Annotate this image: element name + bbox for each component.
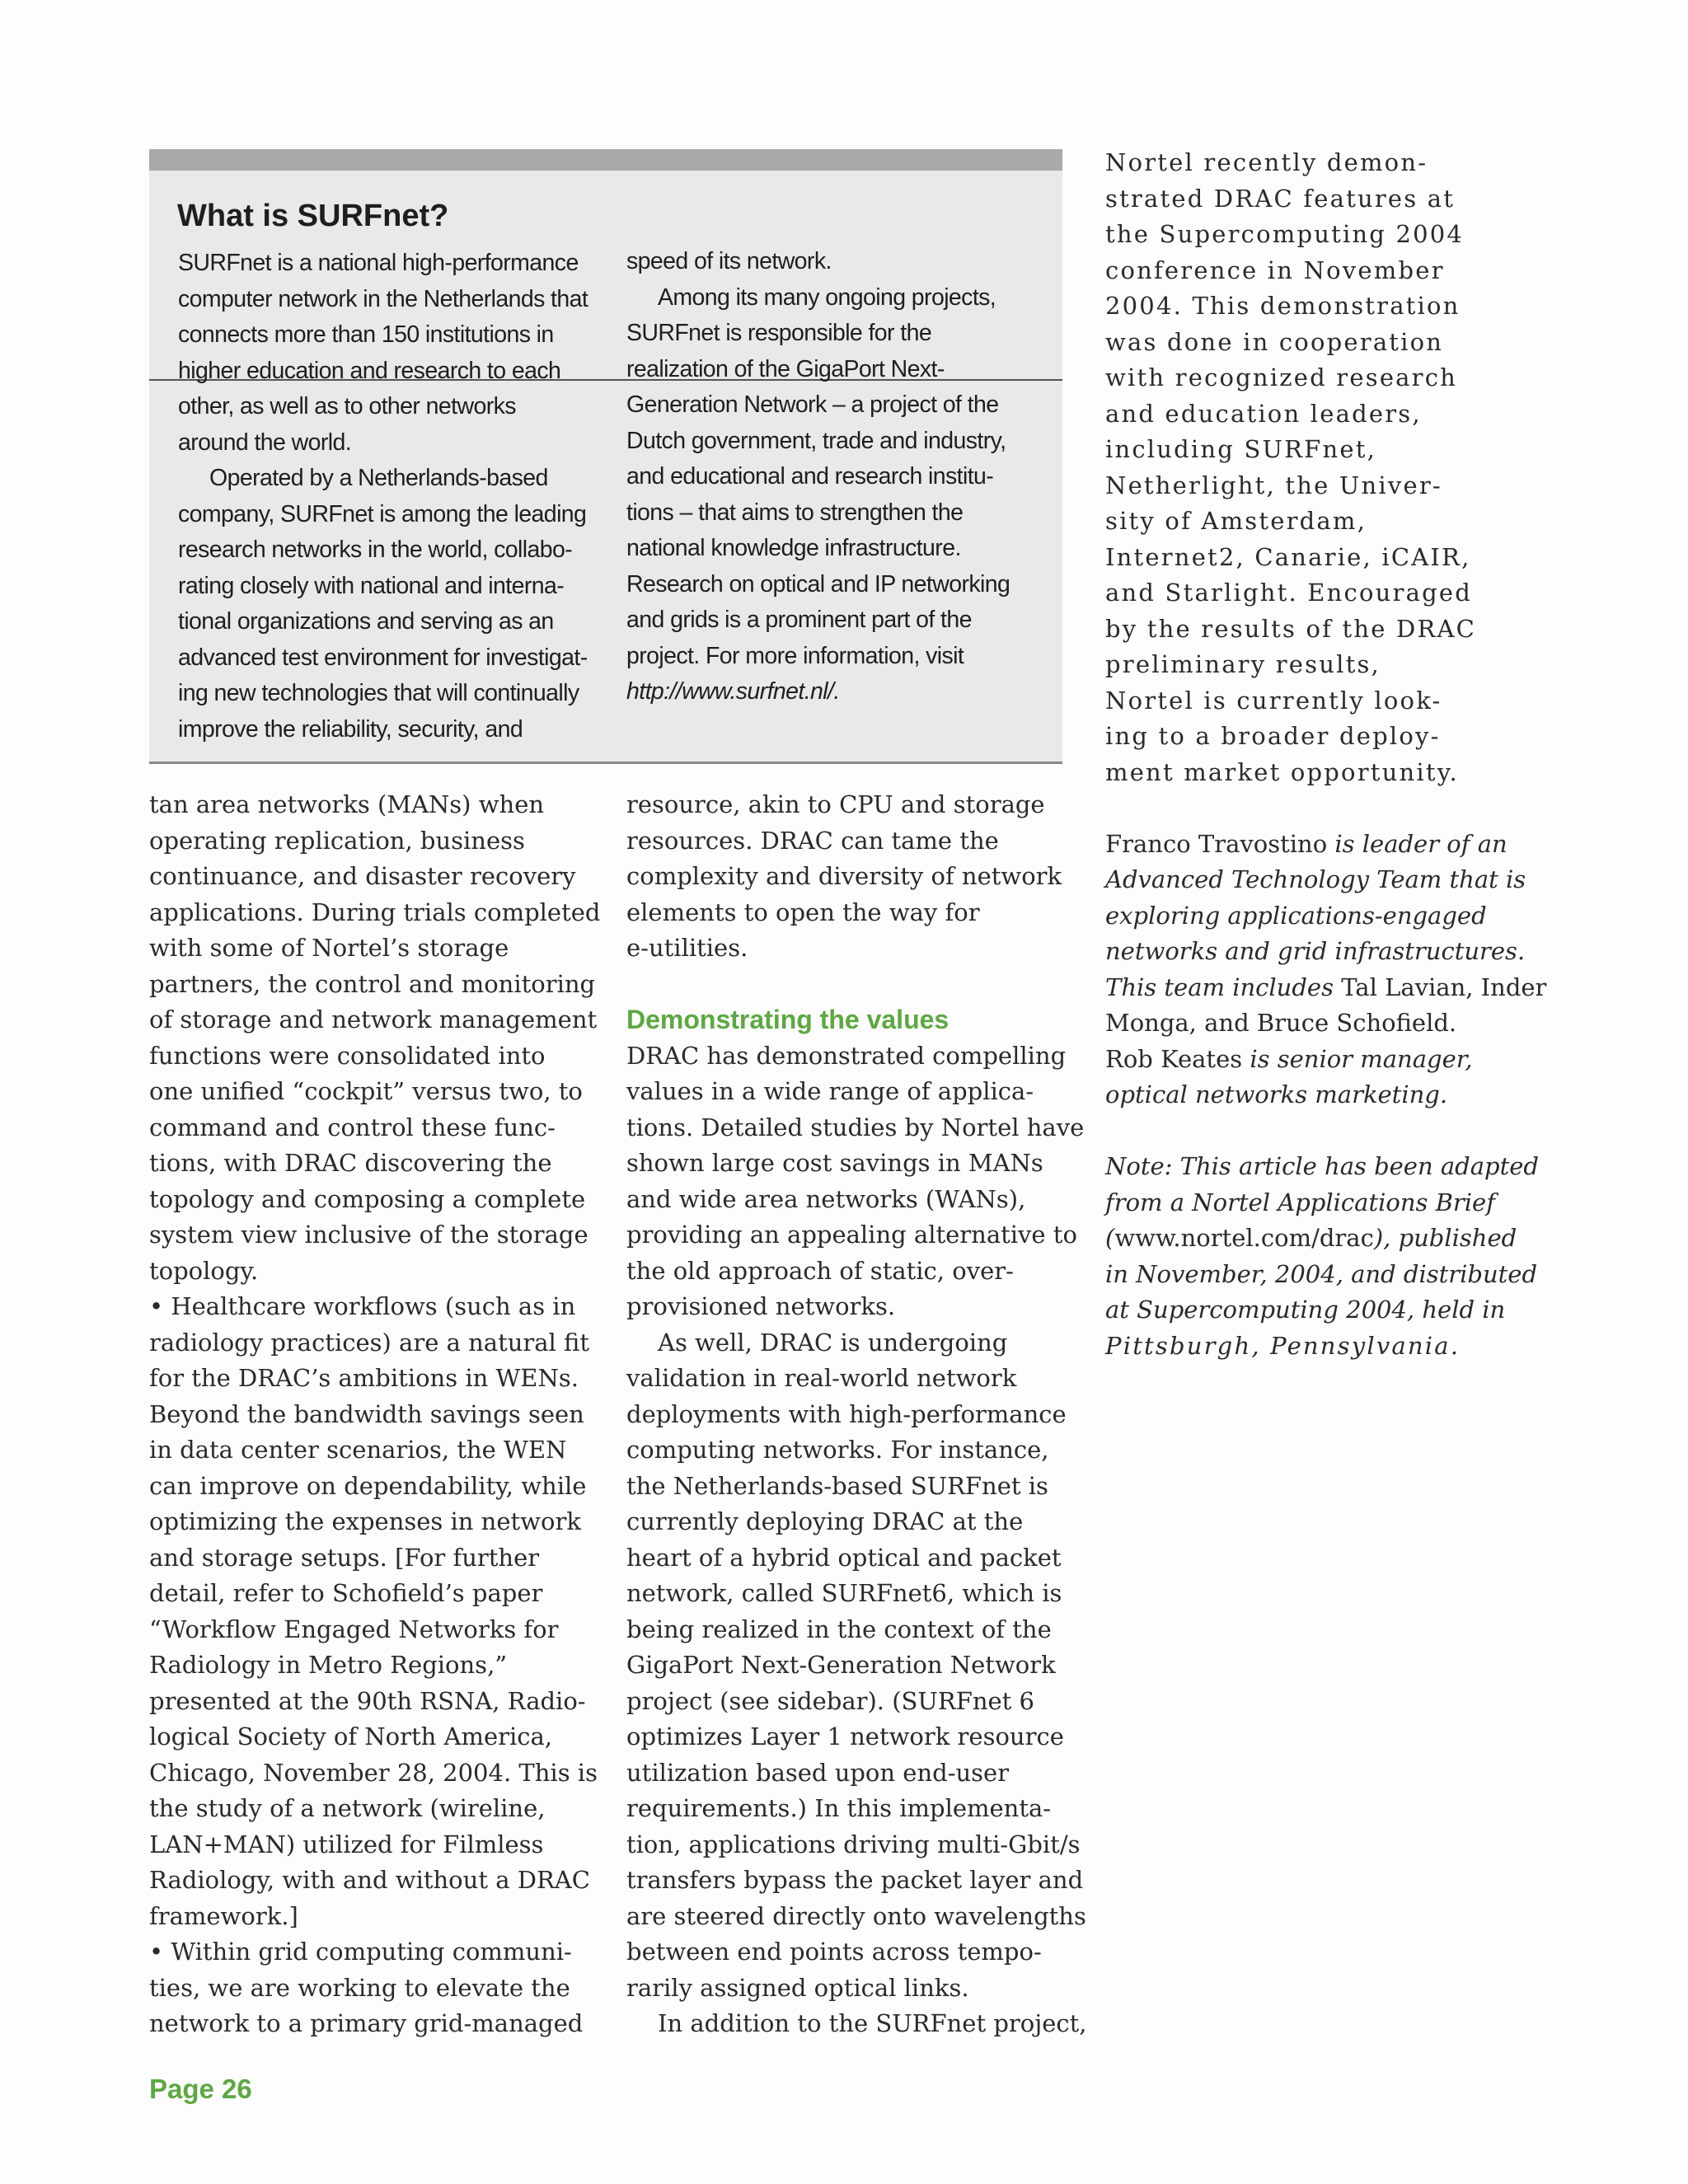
body-line: including SURFnet, (1105, 435, 1377, 463)
sidebar-line: SURFnet is a national high-performance (178, 250, 579, 276)
sidebar-column-right (626, 244, 1055, 710)
body-line: tions. Detailed studies by Nortel have (626, 1113, 1085, 1141)
body-line: radiology practices) are a natural fit (149, 1328, 590, 1357)
body-line: operating replication, business (149, 826, 525, 855)
body-line: and Starlight. Encouraged (1105, 579, 1472, 607)
sidebar-line: around the world. (178, 429, 352, 456)
author-role: is leader of an (1334, 829, 1507, 858)
body-line: validation in real-world network (626, 1364, 1017, 1392)
body-line: providing an appealing alternative to (626, 1221, 1077, 1249)
body-line: ing to a broader deploy- (1105, 722, 1441, 750)
author-name: Rob Keates (1105, 1044, 1243, 1073)
body-line: DRAC has demonstrated compelling (626, 1041, 1067, 1070)
body-line: 2004. This demonstration (1105, 292, 1461, 320)
body-line: resources. DRAC can tame the (626, 826, 999, 855)
body-line: Radiology in Metro Regions,” (149, 1651, 508, 1679)
sidebar-line: rating closely with national and interna- (178, 572, 565, 599)
body-line: Nortel recently demon- (1105, 148, 1428, 176)
body-line: with recognized research (1105, 363, 1458, 391)
body-line: detail, refer to Schofield’s paper (149, 1579, 543, 1607)
body-line: tion, applications driving multi-Gbit/s (626, 1830, 1081, 1858)
team-names: Monga, and Bruce Schofield. (1105, 1009, 1457, 1037)
body-line: topology and composing a complete (149, 1184, 586, 1213)
sidebar-line: other, as well as to other networks (178, 393, 516, 419)
note-line: Note: This article has been adapted (1105, 1152, 1539, 1180)
bullet-line: • Within grid computing communi- (149, 1938, 572, 1966)
note-paren: ( (1105, 1224, 1115, 1252)
body-line: framework.] (149, 1901, 298, 1930)
sidebar-bottom-rule (149, 762, 1062, 764)
body-line: by the results of the DRAC (1105, 614, 1477, 643)
body-line: As well, DRAC is undergoing (658, 1328, 1008, 1357)
body-line: tions, with DRAC discovering the (149, 1149, 552, 1177)
author-bio-line (1105, 1042, 1546, 1078)
body-line: utilization based upon end-user (626, 1758, 1010, 1787)
team-intro: This team includes (1105, 972, 1334, 1001)
author-bio-line (1105, 970, 1546, 1006)
body-line: computing networks. For instance, (626, 1436, 1049, 1464)
body-line: ties, we are working to elevate the (149, 1973, 570, 2002)
body-line: provisioned networks. (626, 1292, 896, 1320)
sidebar-line: Among its many ongoing projects, (658, 284, 996, 311)
sidebar-line: connects more than 150 institutions in (178, 321, 554, 348)
body-line: elements to open the way for (626, 898, 980, 926)
body-line: currently deploying DRAC at the (626, 1507, 1024, 1535)
body-line: optimizing the expenses in network (149, 1507, 581, 1535)
body-line: Nortel is currently look- (1105, 686, 1442, 715)
body-column-left (149, 787, 600, 2042)
sidebar-column-left (178, 246, 607, 748)
sidebar-line: tional organizations and serving as an (178, 608, 554, 635)
sidebar-line: Research on optical and IP networking (626, 570, 1010, 598)
body-line: Beyond the bandwidth savings seen (149, 1399, 584, 1428)
author-role: networks and grid infrastructures. (1105, 937, 1526, 965)
bullet-line: • Healthcare workflows (such as in (149, 1292, 576, 1320)
body-line: logical Society of North America, (149, 1722, 553, 1750)
body-line: rarily assigned optical links. (626, 1973, 969, 2002)
body-line: e-utilities. (626, 934, 748, 962)
note-line: at Supercomputing 2004, held in (1105, 1296, 1506, 1324)
body-line: can improve on dependability, while (149, 1471, 587, 1500)
body-line: being realized in the context of the (626, 1615, 1052, 1643)
body-line: and storage setups. [For further (149, 1543, 540, 1572)
author-role: exploring applications-engaged (1105, 901, 1487, 930)
body-line: heart of a hybrid optical and packet (626, 1543, 1062, 1572)
author-role: Advanced Technology Team that is (1105, 865, 1526, 893)
paragraph-gap (1105, 1113, 1546, 1150)
body-line: applications. During trials completed (149, 898, 601, 926)
body-line: the old approach of static, over- (626, 1256, 1014, 1285)
body-line: system view inclusive of the storage (149, 1221, 588, 1249)
note-text: ), published (1373, 1224, 1517, 1252)
body-line: command and control these func- (149, 1113, 556, 1141)
body-line: between end points across tempo- (626, 1938, 1042, 1966)
body-line: partners, the control and monitoring (149, 969, 596, 998)
body-line: the study of a network (wireline, (149, 1794, 546, 1822)
paragraph-gap (1105, 790, 1546, 827)
sidebar-line: Dutch government, trade and industry, (626, 427, 1006, 454)
sidebar-line: speed of its network. (626, 248, 832, 274)
body-line: Chicago, November 28, 2004. This is (149, 1758, 598, 1787)
author-bio-line (1105, 827, 1546, 863)
sidebar-line: higher education and research to each (178, 357, 561, 384)
sidebar-url-link[interactable]: http://www.surfnet.nl/. (626, 678, 840, 705)
sidebar-line: national knowledge infrastructure. (626, 535, 961, 561)
body-line: and wide area networks (WANs), (626, 1184, 1026, 1213)
body-line: functions were consolidated into (149, 1041, 546, 1070)
body-line: sity of Amsterdam, (1105, 507, 1367, 535)
sidebar-line: computer network in the Netherlands that (178, 285, 588, 312)
body-line: topology. (149, 1256, 259, 1285)
sidebar-line: realization of the GigaPort Next- (626, 355, 945, 382)
body-line: of storage and network management (149, 1005, 598, 1033)
body-line: with some of Nortel’s storage (149, 934, 509, 962)
sidebar-title: What is SURFnet? (177, 199, 449, 233)
sidebar-line: Generation Network – a project of the (626, 391, 999, 418)
body-line: and education leaders, (1105, 399, 1422, 428)
body-line: requirements.) In this implementa- (626, 1794, 1052, 1822)
body-line: Netherlight, the Univer- (1105, 471, 1442, 499)
sidebar-line: company, SURFnet is among the leading (178, 500, 587, 527)
body-line: was done in cooperation (1105, 327, 1444, 356)
body-line: In addition to the SURFnet project, (658, 2009, 1087, 2037)
author-name: Franco Travostino (1105, 829, 1328, 858)
note-line: in November, 2004, and distributed (1105, 1259, 1538, 1288)
body-line: conference in November (1105, 255, 1445, 284)
body-line: are steered directly onto wavelengths (626, 1901, 1086, 1930)
body-line: network, called SURFnet6, which is (626, 1579, 1062, 1607)
body-line: tan area networks (MANs) when (149, 790, 545, 818)
body-line: resource, akin to CPU and storage (626, 790, 1045, 818)
body-line: deployments with high-performance (626, 1399, 1067, 1428)
sidebar-line: SURFnet is responsible for the (626, 320, 932, 346)
body-line: in data center scenarios, the WEN (149, 1436, 567, 1464)
body-line: GigaPort Next-Generation Network (626, 1651, 1056, 1679)
sidebar-line: and educational and research institu- (626, 463, 994, 490)
section-heading: Demonstrating the values (626, 1005, 950, 1034)
body-line: “Workflow Engaged Networks for (149, 1615, 559, 1643)
sidebar-line: tions – that aims to strengthen the (626, 499, 964, 526)
body-line: optimizes Layer 1 network resource (626, 1722, 1064, 1750)
author-role: optical networks marketing. (1105, 1080, 1448, 1108)
body-line: one unified “cockpit” versus two, to (149, 1077, 583, 1105)
note-url-link[interactable]: www.nortel.com/drac (1114, 1224, 1374, 1252)
sidebar-line: Operated by a Netherlands-based (209, 465, 548, 491)
body-line: strated DRAC features at (1105, 184, 1456, 213)
paragraph-gap (626, 967, 1087, 1003)
body-line: transfers bypass the packet layer and (626, 1866, 1084, 1894)
sidebar-line: and grids is a prominent part of the (626, 607, 972, 633)
body-line: the Supercomputing 2004 (1105, 220, 1465, 248)
sidebar-line: improve the reliability, security, and (178, 715, 523, 743)
sidebar-line: advanced test environment for investigat- (178, 644, 588, 671)
author-role: is senior manager, (1250, 1044, 1473, 1073)
body-line: network to a primary grid-managed (149, 2009, 584, 2037)
sidebar-line: project. For more information, visit (626, 642, 964, 669)
body-line: the Netherlands-based SURFnet is (626, 1471, 1048, 1500)
team-names: Tal Lavian, Inder (1341, 972, 1547, 1001)
body-column-middle (626, 787, 1087, 2042)
body-line: project (see sidebar). (SURFnet 6 (626, 1686, 1034, 1715)
body-line: for the DRAC’s ambitions in WENs. (149, 1364, 579, 1392)
body-line: presented at the 90th RSNA, Radio- (149, 1686, 586, 1715)
note-line: from a Nortel Applications Brief (1105, 1188, 1495, 1216)
sidebar-line: research networks in the world, collabo- (178, 537, 573, 563)
body-line: continuance, and disaster recovery (149, 862, 576, 890)
note-line (1105, 1221, 1546, 1257)
note-line: Pittsburgh, Pennsylvania. (1105, 1331, 1461, 1360)
body-line: complexity and diversity of network (626, 862, 1062, 890)
page-number: Page 26 (149, 2074, 252, 2104)
body-line: shown large cost savings in MANs (626, 1149, 1043, 1177)
sidebar-line: ing new technologies that will continually (178, 680, 579, 706)
body-line: values in a wide range of applica- (626, 1077, 1034, 1105)
body-line: preliminary results, (1105, 650, 1381, 678)
body-line: LAN+MAN) utilized for Filmless (149, 1830, 544, 1858)
body-line: Internet2, Canarie, iCAIR, (1105, 542, 1471, 571)
body-column-right (1105, 145, 1546, 1364)
body-line: Radiology, with and without a DRAC (149, 1866, 590, 1894)
body-line: ment market opportunity. (1105, 757, 1459, 786)
